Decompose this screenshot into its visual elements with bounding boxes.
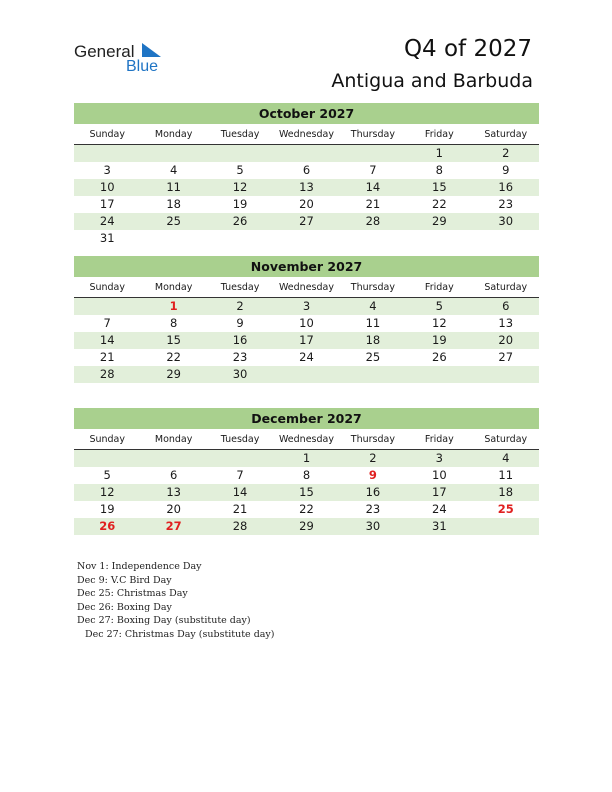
day-cell: 7 [236, 468, 244, 482]
weekday-label: Sunday [89, 129, 125, 140]
week-row [74, 450, 539, 467]
day-cell: 10 [299, 316, 314, 330]
day-cell: 4 [502, 451, 510, 465]
day-cell [74, 145, 140, 162]
weekday-label: Monday [154, 129, 193, 140]
day-cell: 1 [435, 146, 443, 160]
week-row [74, 230, 539, 247]
day-cell [340, 145, 406, 162]
country-name: Antigua and Barbuda [331, 70, 533, 92]
day-cell: 11 [166, 180, 181, 194]
logo-text-blue: Blue [126, 58, 159, 75]
day-cell: 23 [365, 502, 381, 516]
day-cell: 24 [299, 350, 314, 364]
day-cell: 2 [236, 299, 244, 313]
week-row [74, 298, 539, 315]
day-cell: 31 [99, 231, 115, 245]
weekday-label: Tuesday [220, 129, 260, 140]
day-cell [74, 298, 140, 315]
day-cell: 28 [99, 367, 115, 381]
day-cell: 6 [502, 299, 510, 313]
weekday-label: Tuesday [220, 434, 260, 445]
weekday-label: Friday [424, 434, 454, 445]
week-row [74, 484, 539, 501]
day-cell: 13 [498, 316, 514, 330]
day-cell: 1 [302, 451, 311, 465]
day-cell: 20 [498, 333, 514, 347]
week-row [74, 501, 539, 518]
day-cell: 25 [166, 214, 181, 228]
day-cell [473, 518, 539, 535]
day-cell: 23 [232, 350, 248, 364]
day-cell: 15 [299, 485, 314, 499]
day-cell: 4 [369, 299, 377, 313]
day-cell: 12 [432, 316, 447, 330]
month-calendar-december [74, 408, 539, 535]
day-cell: 10 [432, 468, 447, 482]
day-cell: 5 [435, 299, 443, 313]
week-row [74, 315, 539, 332]
day-cell: 26 [99, 519, 116, 533]
day-cell: 21 [99, 350, 115, 364]
weekday-label: Tuesday [220, 282, 260, 293]
day-cell: 12 [232, 180, 248, 194]
day-cell: 9 [368, 468, 377, 482]
day-cell: 7 [369, 163, 377, 177]
day-cell: 22 [166, 350, 181, 364]
weekday-header-row [74, 280, 539, 298]
day-cell: 19 [99, 502, 115, 516]
day-cell [207, 145, 273, 162]
day-cell: 16 [232, 333, 248, 347]
week-row [74, 467, 539, 484]
month-title: October 2027 [74, 103, 539, 124]
day-cell: 21 [232, 502, 248, 516]
page-title: Q4 of 2027 [403, 36, 532, 62]
day-cell: 5 [236, 163, 244, 177]
day-cell: 27 [498, 350, 514, 364]
day-cell [406, 230, 472, 247]
logo-triangle-icon [142, 43, 162, 57]
day-cell: 8 [435, 163, 443, 177]
week-row [74, 145, 539, 162]
day-cell: 24 [432, 502, 447, 516]
day-cell [473, 230, 539, 247]
day-cell: 14 [365, 180, 381, 194]
weekday-label: Wednesday [278, 434, 334, 445]
day-cell: 10 [99, 180, 115, 194]
day-cell: 16 [365, 485, 381, 499]
holiday-note: Dec 9: V.C Bird Day [77, 574, 172, 586]
day-cell: 3 [103, 163, 111, 177]
holiday-note: Dec 26: Boxing Day [77, 601, 172, 613]
day-cell [340, 230, 406, 247]
day-cell: 22 [432, 197, 447, 211]
day-cell: 16 [498, 180, 514, 194]
day-cell: 9 [502, 163, 510, 177]
day-cell: 21 [365, 197, 381, 211]
weekday-label: Sunday [89, 434, 125, 445]
day-cell: 17 [99, 197, 115, 211]
logo-text-general: General [74, 42, 135, 61]
day-cell: 27 [165, 519, 182, 533]
day-cell: 18 [166, 197, 181, 211]
day-cell: 30 [365, 519, 381, 533]
day-cell: 26 [232, 214, 248, 228]
day-cell [273, 145, 339, 162]
day-cell [207, 230, 273, 247]
day-cell: 24 [99, 214, 115, 228]
day-cell: 17 [299, 333, 314, 347]
day-cell: 15 [166, 333, 181, 347]
day-cell: 28 [365, 214, 381, 228]
day-cell [340, 366, 406, 383]
day-cell: 5 [103, 468, 111, 482]
weekday-label: Wednesday [278, 282, 334, 293]
day-cell: 15 [432, 180, 447, 194]
week-row [74, 518, 539, 535]
weekday-label: Thursday [350, 129, 395, 140]
day-cell: 19 [232, 197, 248, 211]
week-row [74, 213, 539, 230]
day-cell: 3 [435, 451, 443, 465]
holiday-note: Dec 25: Christmas Day [77, 588, 188, 599]
day-cell [207, 450, 273, 467]
day-cell: 29 [299, 519, 314, 533]
day-cell: 19 [432, 333, 447, 347]
day-cell: 2 [502, 146, 510, 160]
day-cell: 14 [99, 333, 115, 347]
weekday-label: Friday [424, 129, 454, 140]
weekday-label: Monday [154, 282, 193, 293]
holiday-notes [77, 560, 275, 641]
day-cell: 9 [236, 316, 244, 330]
week-row [74, 162, 539, 179]
day-cell: 6 [302, 163, 311, 177]
day-cell: 18 [498, 485, 514, 499]
day-cell: 7 [103, 316, 111, 330]
day-cell: 28 [232, 519, 248, 533]
week-row [74, 196, 539, 213]
day-cell: 25 [365, 350, 381, 364]
weekday-label: Monday [154, 434, 193, 445]
month-calendar-november [74, 256, 539, 383]
day-cell [473, 366, 539, 383]
week-row [74, 349, 539, 366]
holiday-note: Nov 1: Independence Day [77, 561, 202, 572]
day-cell: 3 [302, 299, 311, 313]
holiday-note: Dec 27: Christmas Day (substitute day) [85, 628, 275, 640]
week-row [74, 366, 539, 383]
day-cell: 30 [232, 367, 248, 381]
generalblue-logo [74, 42, 174, 78]
month-title: December 2027 [74, 408, 539, 429]
day-cell: 11 [365, 316, 381, 330]
day-cell: 29 [166, 367, 181, 381]
day-cell: 2 [369, 451, 377, 465]
day-cell [140, 450, 206, 467]
weekday-label: Thursday [350, 434, 395, 445]
day-cell: 31 [432, 519, 447, 533]
day-cell: 27 [299, 214, 314, 228]
day-cell: 11 [498, 468, 514, 482]
day-cell [406, 366, 472, 383]
day-cell: 6 [169, 468, 178, 482]
weekday-label: Wednesday [278, 129, 334, 140]
holiday-note: Dec 27: Boxing Day (substitute day) [77, 615, 251, 626]
day-cell: 18 [365, 333, 381, 347]
day-cell [74, 450, 140, 467]
day-cell: 13 [166, 485, 181, 499]
week-row [74, 332, 539, 349]
day-cell [273, 230, 339, 247]
day-cell: 20 [299, 197, 314, 211]
day-cell: 17 [432, 485, 447, 499]
month-title: November 2027 [74, 256, 539, 277]
day-cell: 22 [299, 502, 314, 516]
weekday-label: Saturday [484, 282, 528, 293]
day-cell: 26 [432, 350, 447, 364]
day-cell: 14 [232, 485, 248, 499]
day-cell [140, 230, 206, 247]
week-row [74, 179, 539, 196]
day-cell: 23 [498, 197, 514, 211]
day-cell: 12 [99, 485, 115, 499]
day-cell: 30 [498, 214, 514, 228]
day-cell [273, 366, 339, 383]
day-cell: 1 [169, 299, 178, 313]
weekday-header-row [74, 432, 539, 450]
weekday-label: Sunday [89, 282, 125, 293]
month-calendar-october [74, 103, 539, 247]
weekday-label: Friday [424, 282, 454, 293]
day-cell: 20 [166, 502, 181, 516]
weekday-header-row [74, 127, 539, 145]
day-cell [140, 145, 206, 162]
weekday-label: Thursday [350, 282, 395, 293]
day-cell: 29 [432, 214, 447, 228]
day-cell: 4 [169, 163, 178, 177]
day-cell: 8 [169, 316, 178, 330]
day-cell: 13 [299, 180, 314, 194]
weekday-label: Saturday [484, 434, 528, 445]
day-cell: 25 [497, 502, 514, 516]
day-cell: 8 [302, 468, 311, 482]
weekday-label: Saturday [484, 129, 528, 140]
